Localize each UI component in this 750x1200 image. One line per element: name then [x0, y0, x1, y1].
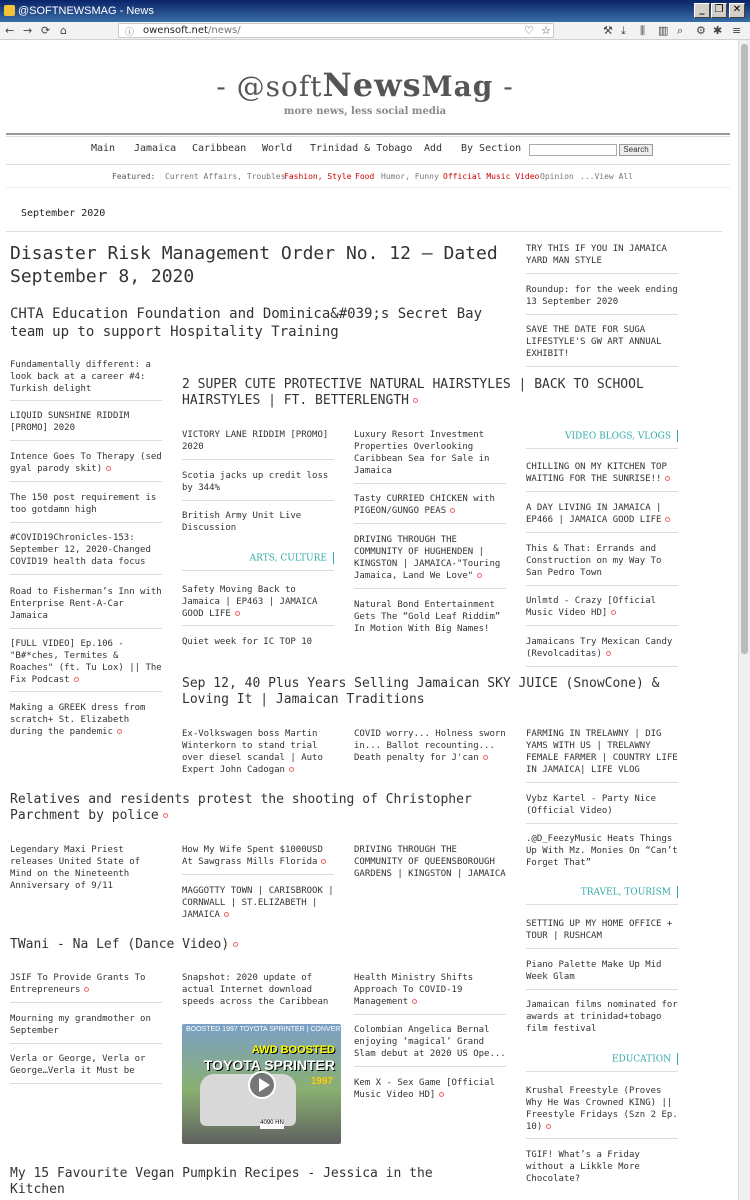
article-luxury-resort[interactable]: Luxury Resort Investment Properties Overlooking Caribbean Sea for Sale in Jamaica	[354, 430, 490, 476]
close-button[interactable]: ✕	[729, 3, 745, 18]
article-angelica-bernal[interactable]: Colombian Angelica Bernal enjoying ‘magical’ Grand Slam debut at 2020 US Ope...	[354, 1025, 506, 1059]
logo-mag: Mag	[421, 70, 494, 103]
site-tagline: more news, less social media	[283, 106, 447, 117]
article-greek-dress[interactable]	[10, 702, 162, 738]
article-british-army[interactable]: British Army Unit Live Discussion	[182, 511, 302, 533]
article-unlmtd-crazy-text: Unlmtd - Crazy [Official Music Video HD]	[526, 596, 657, 618]
divider	[526, 989, 678, 990]
header-rule-thin	[6, 136, 730, 137]
divider	[182, 570, 334, 571]
article-day-living[interactable]	[526, 502, 678, 526]
thumbnail-line3: 1997	[310, 1076, 333, 1087]
logo-prefix: - @soft	[216, 70, 323, 103]
search-input[interactable]	[529, 144, 617, 156]
headline-parchment-text: Relatives and residents protest the shooting of Christopher Parchment by police	[10, 792, 472, 824]
featured-current-affairs[interactable]: Current Affairs, Troubles	[165, 172, 286, 181]
article-roundup[interactable]: Roundup: for the week ending 13 September 2020	[526, 285, 678, 307]
divider	[526, 948, 678, 949]
article-verla-george[interactable]: Verla or George, Verla or George…Verla it Must be	[10, 1054, 146, 1076]
comment-dot-icon	[321, 859, 326, 864]
article-safety-moving-text: Safety Moving Back to Jamaica | EP463 | JAMAICA GOOD LIFE	[182, 585, 318, 619]
divider	[526, 904, 678, 905]
thumbnail-line2: TOYOTA SPRINTER	[203, 1057, 335, 1073]
article-covid-worry[interactable]	[354, 728, 506, 764]
article-kitchen-top[interactable]	[526, 461, 678, 485]
divider	[526, 782, 678, 783]
nav-world[interactable]: World	[262, 143, 293, 154]
logo-news: News	[322, 66, 422, 104]
article-this-and-that[interactable]: This & That: Errands and Construction on my Way To San Pedro Town	[526, 544, 662, 578]
divider	[182, 500, 334, 501]
forward-icon[interactable]: →	[23, 24, 33, 37]
comment-dot-icon	[233, 942, 238, 947]
nav-main[interactable]: Main	[91, 143, 116, 154]
headline-twani-text: TWani - Na Lef (Dance Video)	[10, 937, 230, 952]
divider	[354, 483, 506, 484]
divider	[354, 588, 506, 589]
article-hughenden[interactable]	[354, 534, 506, 582]
article-jsif-grants[interactable]	[10, 972, 162, 996]
article-scotia[interactable]: Scotia jacks up credit loss by 344%	[182, 471, 329, 493]
comment-dot-icon	[413, 398, 418, 403]
article-unlmtd-crazy[interactable]	[526, 595, 678, 619]
article-yard-man-style[interactable]: TRY THIS IF YOU IN JAMAICA YARD MAN STYLE	[526, 244, 667, 266]
header-rule	[6, 133, 730, 135]
comment-dot-icon	[84, 987, 89, 992]
nav-caribbean[interactable]: Caribbean	[192, 143, 247, 154]
article-tgif[interactable]: TGIF! What’s a Friday without a Likkle More Chocolate?	[526, 1150, 640, 1184]
divider	[182, 874, 334, 875]
comment-dot-icon	[606, 651, 611, 656]
article-mourning-grandmother[interactable]: Mourning my grandmother on September	[10, 1014, 151, 1036]
comment-dot-icon	[665, 517, 670, 522]
article-ic-top-10[interactable]: Quiet week for IC TOP 10	[182, 637, 313, 647]
article-turkish-delight[interactable]: Fundamentally different: a look back at a career #4: Turkish delight	[10, 360, 151, 394]
article-maggotty-town[interactable]	[182, 885, 334, 921]
comment-dot-icon	[289, 767, 294, 772]
featured-view-all[interactable]: ...View All	[580, 172, 633, 181]
comment-dot-icon	[412, 999, 417, 1004]
article-day-living-text: A DAY LIVING IN JAMAICA | EP466 | JAMAICA GOOD LIFE	[526, 503, 662, 525]
url-text	[143, 25, 241, 36]
divider	[10, 481, 162, 482]
nav-add[interactable]: Add	[424, 143, 443, 154]
headline-vegan-pumpkin[interactable]: My 15 Favourite Vegan Pumpkin Recipes - Jessica in the Kitchen	[10, 1166, 433, 1198]
article-health-ministry-text: Health Ministry Shifts Approach To COVID-19 Management	[354, 973, 474, 1007]
article-health-ministry[interactable]	[354, 972, 506, 1008]
divider	[526, 823, 678, 824]
home-icon[interactable]: ⌂	[60, 24, 67, 37]
article-safety-moving[interactable]	[182, 584, 334, 620]
article-fix-podcast-text: [FULL VIDEO] Ep.106 - "B#*ches, Termites & Roaches" (ft. Tu Lox) || The Fix Podcast	[10, 639, 162, 685]
divider	[526, 366, 678, 367]
article-intence[interactable]	[10, 451, 162, 475]
article-fishermans-inn[interactable]: Road to Fisherman’s Inn with Enterprise Rent-A-Car Jamaica	[10, 587, 162, 621]
comment-dot-icon	[546, 1124, 551, 1129]
article-jamaican-films[interactable]: Jamaican films nominated for awards at trinidad+tobago film festival	[526, 1000, 678, 1034]
nav-trinidad-tobago[interactable]: Trinidad & Tobago	[310, 143, 413, 154]
divider	[354, 1014, 506, 1015]
featured-food[interactable]: Food	[355, 172, 375, 181]
site-info-icon[interactable]: ⓘ	[125, 28, 135, 38]
vertical-scrollbar[interactable]	[738, 40, 750, 1200]
article-kem-x-text: Kem X - Sex Game [Official Music Video HD]	[354, 1078, 495, 1100]
article-internet-speeds[interactable]: Snapshot: 2020 update of actual Internet download speeds across the Caribbean	[182, 973, 329, 1007]
divider	[182, 625, 334, 626]
divider	[526, 1138, 678, 1139]
comment-dot-icon	[163, 813, 168, 818]
featured-official-music-video[interactable]: Official Music Video	[443, 172, 540, 181]
zoom-search-icon[interactable]: ⌕	[677, 24, 684, 37]
divider	[526, 666, 678, 667]
comment-dot-icon	[439, 1092, 444, 1097]
article-liquid-sunshine[interactable]: LIQUID SUNSHINE RIDDIM [PROMO] 2020	[10, 411, 130, 433]
sidebar-icon[interactable]: ▥	[658, 24, 669, 37]
library-icon[interactable]: ⫼	[640, 24, 646, 37]
month-heading: September 2020	[21, 208, 106, 219]
thumbnail-caption: BOOSTED 1997 TOYOTA SPRINTER | CONVERTED TO AWD	[186, 1026, 384, 1033]
article-trelawny-farming[interactable]: FARMING IN TRELAWNY | DIG YAMS WITH US | TRELAWNY FEMALE FARMER | COUNTRY LIFE IN JAMAICA| LIFE VLOG	[526, 729, 678, 775]
article-krushal-freestyle-text: Krushal Freestyle (Proves Why He Was Crowned KING) || Freestyle Fridays (Szn 2 Ep. 10)	[526, 1086, 678, 1132]
thumbnail-line1: AWD BOOSTED	[251, 1044, 335, 1056]
month-rule	[6, 231, 722, 232]
article-curried-chicken[interactable]	[354, 493, 506, 517]
divider	[182, 459, 334, 460]
article-kem-x[interactable]	[354, 1077, 506, 1101]
divider	[10, 1043, 162, 1044]
article-winterkorn-text: Ex-Volkswagen boss Martin Winterkorn to stand trial over diesel scandal | Auto Expert John Cadogan	[182, 729, 323, 775]
favicon-star-icon	[4, 5, 15, 16]
divider	[526, 1071, 678, 1072]
divider	[354, 1066, 506, 1067]
divider	[526, 532, 678, 533]
comment-dot-icon	[450, 508, 455, 513]
comment-dot-icon	[74, 677, 79, 682]
article-150-post[interactable]: The 150 post requirement is too gotdamn high	[10, 493, 157, 515]
featured-fashion[interactable]: Fashion, Style	[284, 172, 352, 181]
featured-label: Featured:	[112, 172, 156, 181]
comment-dot-icon	[235, 611, 240, 616]
article-krushal-freestyle[interactable]	[526, 1085, 678, 1133]
pocket-icon[interactable]: ♡	[524, 24, 534, 37]
divider	[10, 522, 162, 523]
search-button[interactable]: Search	[619, 144, 653, 156]
tools-icon[interactable]: ⚒	[603, 24, 613, 37]
comment-dot-icon	[117, 729, 122, 734]
browser-toolbar	[0, 22, 750, 40]
comment-dot-icon	[611, 610, 616, 615]
site-logo[interactable]	[0, 66, 730, 117]
address-bar[interactable]	[118, 23, 554, 38]
comment-dot-icon	[483, 755, 488, 760]
divider	[526, 448, 678, 449]
category-video-blogs[interactable]: VIDEO BLOGS, VLOGS	[526, 430, 678, 442]
nav-jamaica[interactable]: Jamaica	[134, 143, 177, 154]
article-natural-bond[interactable]: Natural Bond Entertainment Gets The “Gold Leaf Riddim” In Motion With Big Names!	[354, 600, 501, 634]
comment-dot-icon	[106, 466, 111, 471]
license-plate: 4090 HN	[260, 1120, 284, 1129]
download-icon[interactable]: ⤓	[621, 24, 626, 37]
window-titlebar	[0, 0, 750, 22]
divider	[10, 440, 162, 441]
category-education[interactable]: EDUCATION	[526, 1053, 678, 1065]
article-vybz-kartel[interactable]: Vybz Kartel - Party Nice (Official Video)	[526, 794, 657, 816]
nav-by-section[interactable]: By Section	[461, 143, 522, 154]
comment-dot-icon	[224, 912, 229, 917]
menu-rule	[6, 164, 730, 165]
article-kitchen-top-text: CHILLING ON MY KITCHEN TOP WAITING FOR THE SUNRISE!!	[526, 462, 667, 484]
article-sawgrass[interactable]	[182, 844, 334, 868]
article-queensborough[interactable]: DRIVING THROUGH THE COMMUNITY OF QUEENSBOROUGH GARDENS | KINGSTON | JAMAICA	[354, 845, 506, 879]
restore-button[interactable]: ❐	[711, 3, 727, 18]
divider	[10, 1083, 162, 1084]
logo-suffix: -	[493, 70, 514, 103]
divider	[526, 625, 678, 626]
url-path: /news/	[207, 25, 241, 36]
article-feezy-music[interactable]: .@D_FeezyMusic Heats Things Up With Mz. Monies On “Can’t Forget That”	[526, 834, 678, 868]
menu-hamburger-icon[interactable]: ≡	[732, 24, 742, 37]
headline-sky-juice[interactable]: Sep 12, 40 Plus Years Selling Jamaican SKY JUICE (SnowCone) & Loving It | Jamaican Traditions	[182, 676, 660, 708]
article-mexican-candy-text: Jamaicans Try Mexican Candy (Revolcaditas)	[526, 637, 673, 659]
article-suga-lifestyle[interactable]: SAVE THE DATE FOR SUGA LIFESTYLE'S GW ART ANNUAL EXHIBIT!	[526, 325, 662, 359]
headline-disaster-risk[interactable]: Disaster Risk Management Order No. 12 – Dated September 8, 2020	[10, 243, 498, 287]
featured-rule	[6, 187, 730, 188]
article-maggotty-town-text: MAGGOTTY TOWN | CARISBROOK | CORNWALL | ST.ELIZABETH | JAMAICA	[182, 886, 334, 920]
article-maxi-priest[interactable]: Legendary Maxi Priest releases United State of Mind on the Nineteenth Anniversary of 9/11	[10, 845, 141, 891]
comment-dot-icon	[665, 476, 670, 481]
divider	[526, 585, 678, 586]
divider	[354, 523, 506, 524]
article-fix-podcast[interactable]	[10, 638, 162, 686]
tab-title[interactable]: @SOFTNEWSMAG - News	[18, 5, 154, 17]
article-hughenden-text: DRIVING THROUGH THE COMMUNITY OF HUGHENDEN | KINGSTON | JAMAICA-"Touring Jamaica, Land We Love"	[354, 535, 501, 581]
article-intence-text: Intence Goes To Therapy (sed gyal parody skit)	[10, 452, 162, 474]
extension-icon[interactable]: ✱	[713, 24, 723, 37]
article-winterkorn[interactable]	[182, 728, 334, 776]
divider	[526, 314, 678, 315]
article-covid19-chronicles[interactable]: #COVID19Chronicles-153: September 12, 2020-Changed COVID19 health data focus	[10, 533, 151, 567]
divider	[10, 1002, 162, 1003]
back-icon[interactable]: ←	[5, 24, 15, 37]
article-greek-dress-text: Making a GREEK dress from scratch+ St. Elizabeth during the pandemic	[10, 703, 146, 737]
headline-hairstyles[interactable]	[182, 377, 682, 410]
divider	[10, 691, 162, 692]
divider	[10, 400, 162, 401]
article-jsif-grants-text: JSIF To Provide Grants To Entrepreneurs	[10, 973, 146, 995]
headline-twani[interactable]	[10, 937, 510, 953]
article-curried-chicken-text: Tasty CURRIED CHICKEN with PIGEON/GUNGO PEAS	[354, 494, 495, 516]
article-home-office[interactable]: SETTING UP MY HOME OFFICE + TOUR | RUSHCAM	[526, 919, 673, 941]
divider	[526, 273, 678, 274]
scrollbar-thumb[interactable]	[741, 44, 748, 654]
divider	[10, 628, 162, 629]
article-sawgrass-text: How My Wife Spent $1000USD At Sawgrass Mills Florida	[182, 845, 323, 867]
reload-icon[interactable]: ⟳	[41, 24, 51, 37]
comment-dot-icon	[477, 573, 482, 578]
headline-chta[interactable]: CHTA Education Foundation and Dominica&#039;s Secret Bay team up to support Hospitality Training	[10, 306, 483, 340]
divider	[10, 574, 162, 575]
headline-parchment[interactable]	[10, 792, 510, 825]
article-victory-lane[interactable]: VICTORY LANE RIDDIM [PROMO] 2020	[182, 430, 329, 452]
minimize-button[interactable]: _	[694, 3, 710, 18]
article-piano-palette[interactable]: Piano Palette Make Up Mid Week Glam	[526, 960, 662, 982]
divider	[526, 491, 678, 492]
url-domain: owensoft.net	[143, 25, 208, 36]
settings-gear-icon[interactable]: ⚙	[696, 24, 706, 37]
article-covid-worry-text: COVID worry... Holness sworn in... Ballot recounting... Death penalty for J'can	[354, 729, 506, 763]
category-arts-culture[interactable]: ARTS, CULTURE	[182, 552, 334, 564]
bookmark-star-icon[interactable]: ☆	[541, 24, 551, 37]
featured-humor[interactable]: Humor, Funny	[381, 172, 439, 181]
article-mexican-candy[interactable]	[526, 636, 678, 660]
play-button-icon[interactable]	[248, 1071, 276, 1099]
category-travel-tourism[interactable]: TRAVEL, TOURISM	[526, 886, 678, 898]
featured-opinion[interactable]: Opinion	[540, 172, 574, 181]
headline-hairstyles-text: 2 SUPER CUTE PROTECTIVE NATURAL HAIRSTYLES | BACK TO SCHOOL HAIRSTYLES | FT. BETTERLENGTH	[182, 377, 644, 409]
video-thumbnail-toyota-sprinter[interactable]	[182, 1024, 384, 1144]
